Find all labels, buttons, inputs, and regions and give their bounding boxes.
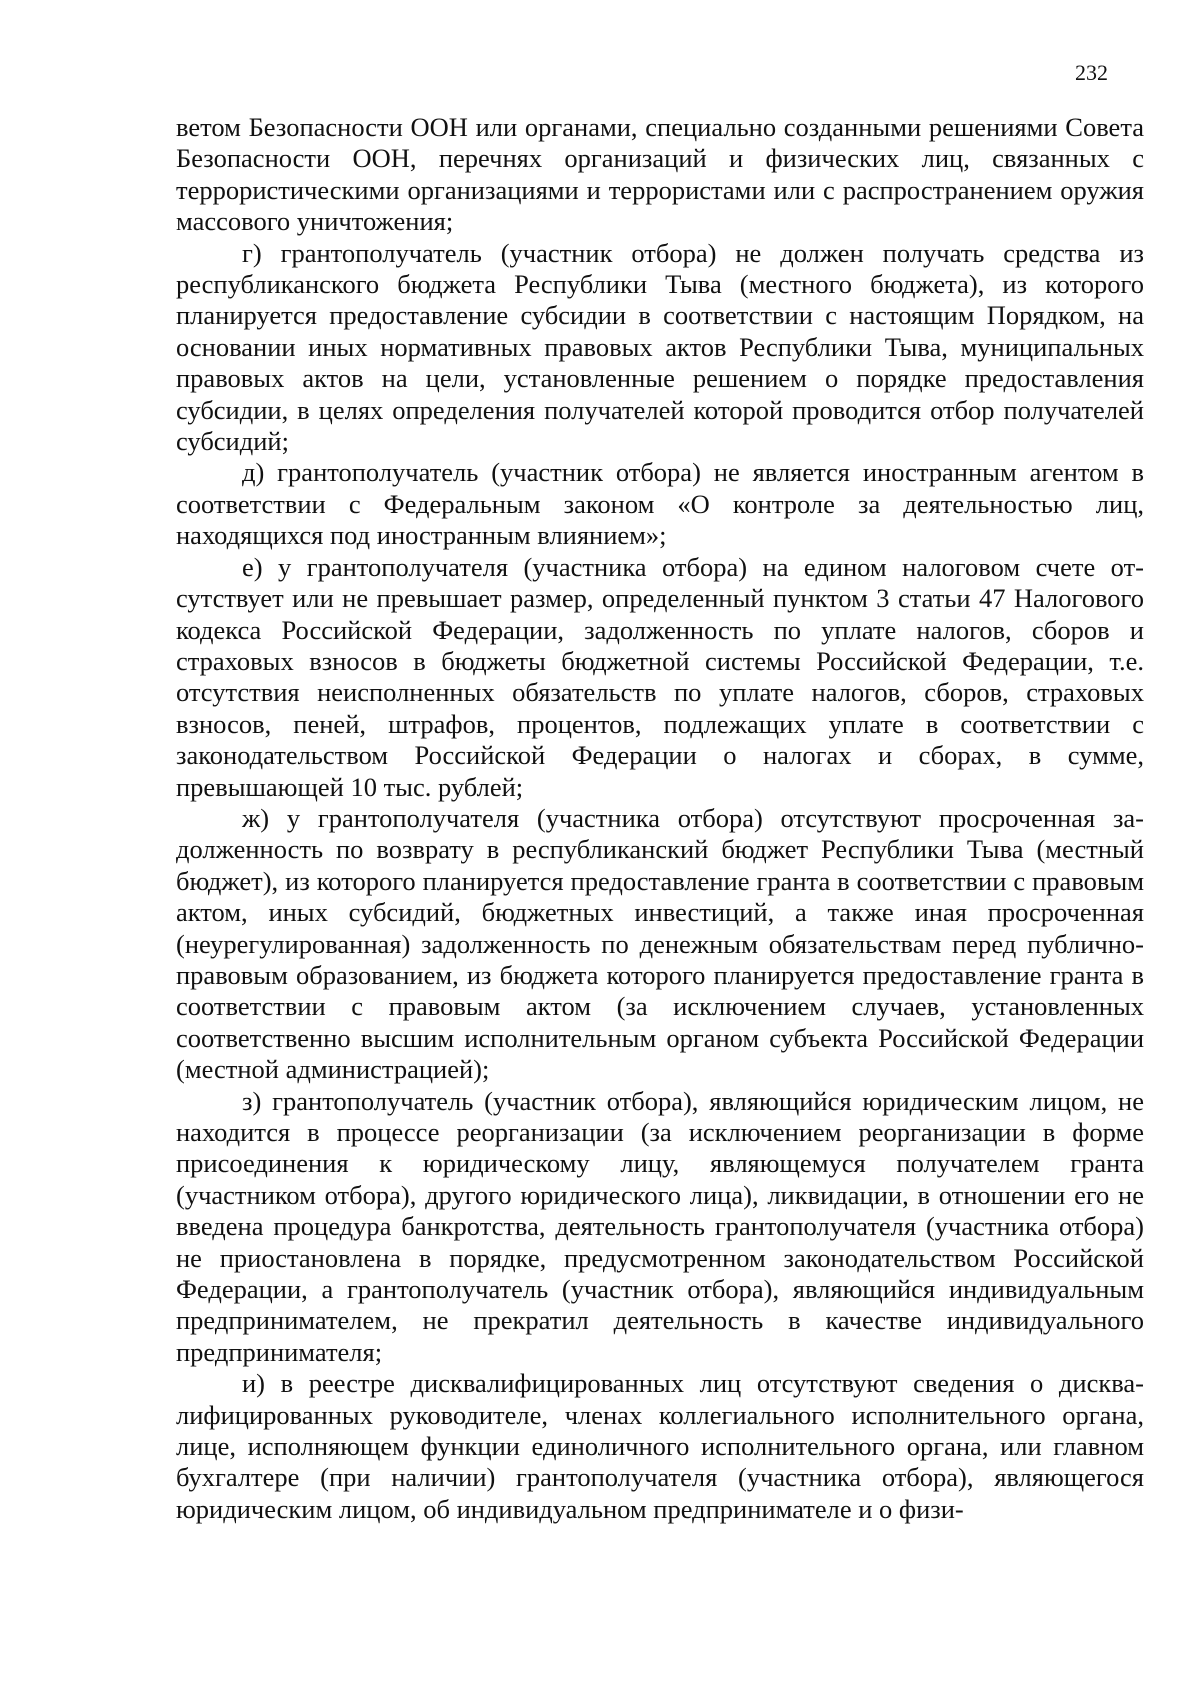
page-number: 232 — [1075, 60, 1108, 85]
paragraph-item-z: з) грантополучатель (участник отбора), являющийся юридическим лицом, не находится в процессе реорганизации (за исключением реорганизации в форме присоединения к юридическому лицу, являющемуся получателем гранта (участником отбора), другого юридического лица), ликвидации, в отношении его не введена процедура банкротства, деятельность грантополучателя (участника отбора) не приостановлена в порядке, предусмотренном законодательством Российской Федерации, а грантополучатель (участник отбора), являющийся индивидуальным предпринимателем, не прекратил деятельность в качестве индивидуального предпринимателя; — [176, 1085, 1144, 1367]
paragraph-continuation: ветом Безопасности ООН или органами, специально созданными решениями Совета Безопасности ООН, перечнях организаций и физических лиц, связанных с террористическими организациями и террористами или с распространением оружия массового уничтожения; — [176, 112, 1144, 237]
paragraph-item-g: г) грантополучатель (участник отбора) не должен получать средства из республиканского бюджета Республики Тыва (местного бюджета), из которого планируется предоставление субсидии в соответствии с настоящим Порядком, на основании иных нормативных правовых актов Республики Тыва, муниципальных правовых актов на цели, установленные решением о порядке предоставления субсидии, в целях определения получателей которой проводится отбор получателей субсидий; — [176, 237, 1144, 457]
paragraph-item-zh: ж) у грантополучателя (участника отбора) отсутствуют просроченная задолженность по возврату в республиканский бюджет Республики Тыва (местный бюджет), из которого планируется предоставление гранта в соответствии с правовым актом, иных субсидий, бюджетных инвестиций, а также иная просроченная (неурегулированная) задолженность по денежным обязательствам перед публично-правовым образованием, из бюджета которого планируется предоставление гранта в соответствии с правовым актом (за исключением случаев, установленных соответственно высшим исполнительным органом субъекта Российской Федерации (местной администрацией); — [176, 802, 1144, 1085]
document-body — [176, 112, 1144, 1525]
paragraph-item-e: е) у грантополучателя (участника отбора) на едином налоговом счете отсутствует или не превышает размер, определенный пунктом 3 статьи 47 Налогового кодекса Российской Федерации, задолженность по уплате налогов, сборов и страховых взносов в бюджеты бюджетной системы Российской Федерации, т.е. отсутствия неисполненных обязательств по уплате налогов, сборов, страховых взносов, пеней, штрафов, процентов, подлежащих уплате в соответствии с законодательством Российской Федерации о налогах и сборах, в сумме, превышающей 10 тыс. рублей; — [176, 551, 1144, 802]
paragraph-item-i: и) в реестре дисквалифицированных лиц отсутствуют сведения о дисквалифицированных руководителе, членах коллегиального исполнительного органа, лице, исполняющем функции единоличного исполнительного органа, или главном бухгалтере (при наличии) грантополучателя (участника отбора), являющегося юридическим лицом, об индивидуальном предпринимателе и о физи- — [176, 1368, 1144, 1524]
paragraph-item-d: д) грантополучатель (участник отбора) не является иностранным агентом в соответствии с Федеральным законом «О контроле за деятельностью лиц, находящихся под иностранным влиянием»; — [176, 457, 1144, 551]
